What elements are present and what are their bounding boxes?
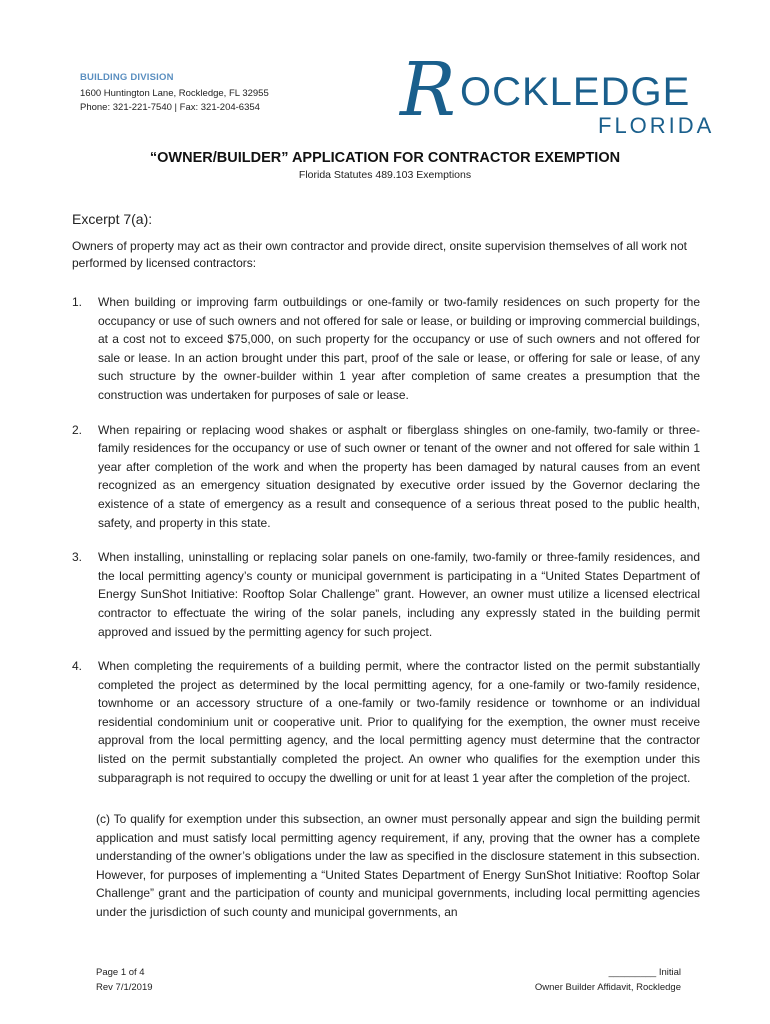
list-item <box>72 548 700 641</box>
logo-state: FLORIDA <box>598 113 715 138</box>
page-title: “OWNER/BUILDER” APPLICATION FOR CONTRACTOR EXEMPTION <box>149 150 621 166</box>
list-item-number: 1. <box>72 295 83 309</box>
phone-fax-line: Phone: 321-221-7540 | Fax: 321-204-6354 <box>80 102 260 113</box>
excerpt-heading: Excerpt 7(a): <box>72 211 153 227</box>
paragraph-c: (c) To qualify for exemption under this subsection, an owner must personally appear and sign the building permit application and must satisfy local permitting agency requirement, if any, proving that the owner has a complete understanding of the owner’s obligations under the law as specified in the disclosure statement in this subsection. However, for purposes of implementing a “United States Department of Energy SunShot Initiative: Rooftop Solar Challenge” grant and the participation of county and municipal governments, including local permitting agencies under the jurisdiction of such county and municipal governments, an <box>96 812 700 919</box>
list-item-text: When installing, uninstalling or replacing solar panels on one-family, two-family or three-family residences, and the local permitting agency’s county or municipal government is participating in a “United States Department of Energy SunShot Initiative: Rooftop Solar Challenge” grant. However, an owner must utilize a licensed electrical contractor to effectuate the wiring of the solar panels, including any expressly stated in the building permit approved and issued by the permitting agency for such project. <box>98 550 700 639</box>
list-item-number: 2. <box>72 422 83 437</box>
list-item <box>72 657 700 787</box>
list-item <box>72 293 700 405</box>
address-line: 1600 Huntington Lane, Rockledge, FL 32955 <box>80 88 269 99</box>
logo-name: OCKLEDGE <box>460 70 691 114</box>
list-item-text: When building or improving farm outbuildings or one-family or two-family residences on such property for the occupancy or use of such owners and not offered for sale or lease, or building or improving commercial buildings, at a cost not to exceed $75,000, on such property for the occupancy or use of such owners and not offered for sale or lease. In an action brought under this part, proof of the sale or lease, or offering for sale or lease, of any such structure by the owner-builder within 1 year after completion of same creates a presumption that the construction was undertaken for purposes of sale or lease. <box>98 295 700 402</box>
division-label: BUILDING DIVISION <box>80 72 174 83</box>
initial-line: _________ Initial <box>608 967 681 978</box>
list-item <box>72 421 700 533</box>
footer-right <box>535 965 681 995</box>
list-item-text: When repairing or replacing wood shakes or asphalt or fiberglass shingles on one-family, two-family or three-family residences for the occupancy or use of such owner or tenant of the owner and not offered for sale within 1 year after completion of the work and when the property has been damaged by natural causes from an event recognized as an emergency situation designated by executive order issued by the Governor declaring the existence of a state of emergency as a result and consequence of a serious threat posed to the public health, safety, and property in this state. <box>98 422 700 530</box>
document-name: Owner Builder Affidavit, Rockledge <box>534 982 681 993</box>
logo-initial: R <box>400 47 456 133</box>
footer-left <box>96 965 153 995</box>
list-item-number: 4. <box>72 659 83 674</box>
revision-date: Rev 7/1/2019 <box>96 982 153 993</box>
intro-paragraph: Owners of property may act as their own contractor and provide direct, onsite supervision themselves of all work not performed by licensed contractors: <box>72 239 687 270</box>
page-number: Page 1 of 4 <box>96 967 145 978</box>
list-item-number: 3. <box>72 550 83 565</box>
exemption-list <box>72 293 700 787</box>
rockledge-logo <box>400 47 740 140</box>
page-subtitle: Florida Statutes 489.103 Exemptions <box>298 169 472 181</box>
list-item-text: When completing the requirements of a building permit, where the contractor listed on the permit substantially completed the project as determined by the local permitting agency, for a one-family or two-family residence, townhome or an accessory structure of a one-family or two-family residence or townhome or an individual residential condominium unit or cooperative unit. Prior to qualifying for the exemption, the owner must receive approval from the local permitting agency, and the local permitting agency must determine that the contractor listed on the permit substantially completed the project. An owner who qualifies for the exemption under this subparagraph is not required to occupy the dwelling or unit for at least 1 year after the completion of the project. <box>98 659 700 785</box>
building-division-header <box>80 72 269 115</box>
